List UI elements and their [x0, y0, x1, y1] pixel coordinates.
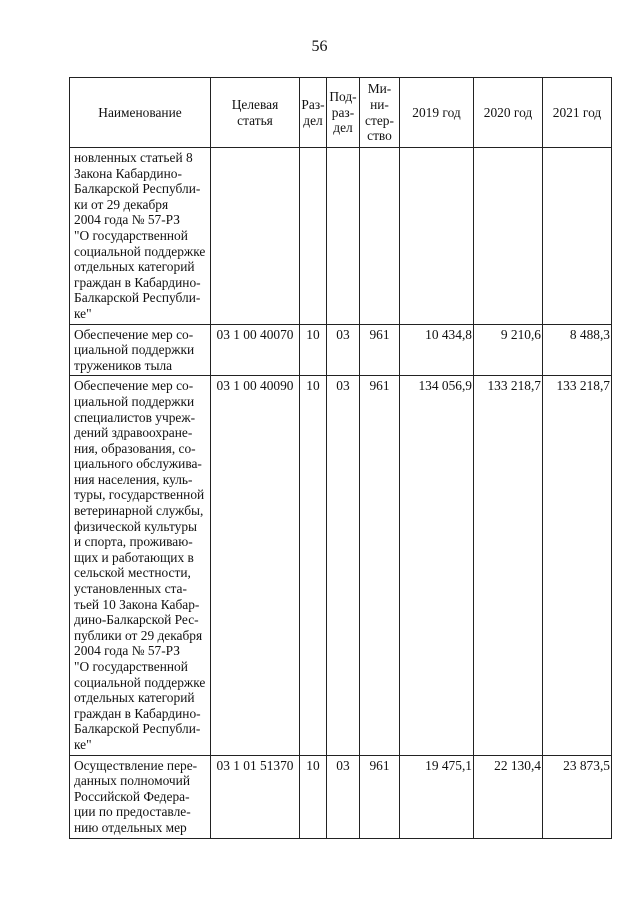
row-ministry [360, 148, 400, 325]
row-2021 [543, 148, 612, 325]
row-2019: 10 434,8 [400, 324, 474, 376]
header-ministry: Ми- ни- стер- ство [360, 78, 400, 148]
row-2020: 9 210,6 [474, 324, 543, 376]
row-ministry: 961 [360, 376, 400, 755]
table-row [70, 376, 612, 755]
row-ministry: 961 [360, 755, 400, 838]
budget-table [69, 77, 612, 839]
row-2021: 8 488,3 [543, 324, 612, 376]
row-name: новленных статьей 8 Закона Кабардино- Балкарской Республи- ки от 29 декабря 2004 года № 57-РЗ "О государственной социальной поддержке отдельных категорий граждан в Кабардино- Балкарской Республи- ке" [70, 148, 211, 325]
row-target: 03 1 01 51370 [211, 755, 300, 838]
row-subsection [327, 148, 360, 325]
row-subsection: 03 [327, 324, 360, 376]
row-target [211, 148, 300, 325]
row-section: 10 [300, 324, 327, 376]
table-header-row [70, 78, 612, 148]
row-section: 10 [300, 755, 327, 838]
header-target: Целевая статья [211, 78, 300, 148]
row-2019: 134 056,9 [400, 376, 474, 755]
header-name: Наименование [70, 78, 211, 148]
header-section: Раз- дел [300, 78, 327, 148]
header-2019: 2019 год [400, 78, 474, 148]
row-2019: 19 475,1 [400, 755, 474, 838]
row-name: Обеспечение мер со- циальной поддержки специалистов учреж- дений здравоохране- ния, образования, со- циального обслужива- ния населения, куль- туры, государственной ветеринарной службы, физической культуры и спорта, проживаю- щих и работающих в сельской местности, установленных ста- тьей 10 Закона Кабар- дино-Балкарской Рес- публики от 29 декабря 2004 года № 57-РЗ "О государственной социальной поддержке отдельных категорий граждан в Кабардино- Балкарской Республи- ке" [70, 376, 211, 755]
row-section [300, 148, 327, 325]
row-subsection: 03 [327, 755, 360, 838]
row-2020: 22 130,4 [474, 755, 543, 838]
header-subsection: Под- раз- дел [327, 78, 360, 148]
row-name: Обеспечение мер со- циальной поддержки тружеников тыла [70, 324, 211, 376]
row-target: 03 1 00 40090 [211, 376, 300, 755]
row-subsection: 03 [327, 376, 360, 755]
header-2020: 2020 год [474, 78, 543, 148]
row-2020: 133 218,7 [474, 376, 543, 755]
row-ministry: 961 [360, 324, 400, 376]
row-section: 10 [300, 376, 327, 755]
table-row [70, 755, 612, 838]
row-target: 03 1 00 40070 [211, 324, 300, 376]
row-2020 [474, 148, 543, 325]
row-2021: 23 873,5 [543, 755, 612, 838]
header-2021: 2021 год [543, 78, 612, 148]
row-name: Осуществление пере- данных полномочий Российской Федера- ции по предоставле- нию отдельных мер [70, 755, 211, 838]
table-row [70, 148, 612, 325]
page-number: 56 [311, 38, 328, 55]
row-2021: 133 218,7 [543, 376, 612, 755]
row-2019 [400, 148, 474, 325]
table-row [70, 324, 612, 376]
